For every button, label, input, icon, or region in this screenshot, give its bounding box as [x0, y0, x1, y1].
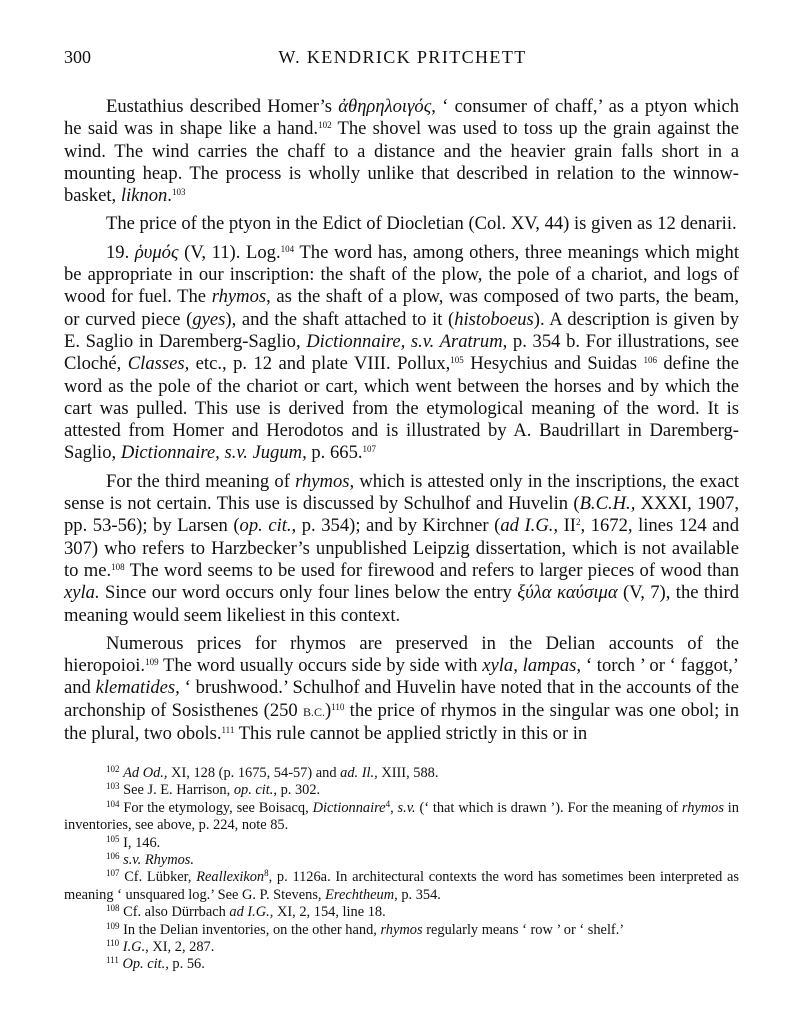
text-run: XI, 2, 287. — [148, 939, 215, 956]
italic-text: Dictionnaire, s.v. Jugum, — [120, 442, 307, 464]
footnote — [64, 922, 739, 939]
footnote-ref: 2 — [576, 517, 581, 528]
text-run: This rule cannot be applied strictly in this or in — [234, 723, 588, 745]
running-head: W. KENDRICK PRITCHETT — [278, 47, 527, 67]
text-run: ‘ torch ’ or ‘ faggot,’ and — [64, 655, 739, 699]
italic-text: histoboeus — [454, 308, 534, 330]
text-run: define the word as the pole of the chariot or cart, which went between the horses and by which the cart was pulled. This use is derived from the etymological meaning of the word. It is attested from Homer and Herodotos and is illustrated by A. Baudrillart in Daremberg-Saglio, — [64, 353, 739, 464]
text-run: regularly means ‘ row ’ or ‘ shelf.’ — [422, 921, 625, 938]
text-run: See J. E. Harrison, — [119, 782, 234, 799]
footnote-ref: 106 — [106, 851, 120, 862]
footnote — [64, 956, 739, 973]
text-run: p. 665. — [306, 442, 363, 464]
italic-text: rhymos — [211, 286, 267, 308]
text-run: For the etymology, see Boisacq, — [119, 799, 313, 816]
text-run: The price of the ptyon in the Edict of Diocletian (Col. XV, 44) is given as 12 denarii. — [106, 213, 737, 235]
text-run: (‘ that which is drawn ’). For the meaning of — [415, 799, 682, 816]
text-run: ), and the shaft attached to it ( — [225, 308, 455, 330]
text-run: , — [390, 799, 398, 816]
footnote-ref: 110 — [106, 938, 120, 949]
paragraph — [64, 242, 739, 465]
text-run: The word usually occurs side by side with — [158, 655, 483, 677]
footnote-ref: 105 — [450, 355, 464, 366]
footnote-ref: 103 — [106, 781, 120, 792]
text-run: XI, 128 (p. 1675, 54-57) and — [167, 765, 341, 781]
text-run: ). A description is given by E. Saglio in Daremberg-Saglio, — [64, 308, 740, 352]
text-run: , as the shaft of a plow, was composed of two parts, the beam, or curved piece ( — [64, 286, 739, 330]
body-text — [64, 96, 739, 745]
italic-text: rhymos — [380, 921, 423, 938]
text-run: p. 354 b. For illustrations, see Cloché, — [64, 330, 739, 375]
text-run: p. 354); and by Kirchner ( — [296, 515, 501, 537]
text-run: , ‘ consumer of chaff,’ as a ptyon which he said was in shape like a hand. — [64, 96, 739, 140]
italic-text: ξύλα καύσιμα — [517, 582, 618, 604]
italic-text: ad I.G., — [500, 515, 559, 537]
text-run: I, 146. — [119, 834, 161, 851]
italic-text: xyla. — [64, 582, 100, 604]
text-run: The word seems to be used for firewood and refers to larger pieces of wood than — [124, 559, 739, 581]
text-run: ) — [325, 699, 332, 721]
text-run: Cf. also Dürrbach — [119, 904, 230, 921]
footnote-ref: 104 — [106, 798, 120, 809]
footnote-ref: 105 — [106, 833, 120, 844]
italic-text: Ad Od., — [123, 765, 168, 781]
footnote-ref: 107 — [106, 868, 120, 879]
footnote — [64, 765, 739, 782]
text-run: ‘ brushwood.’ Schulhof and Huvelin have noted that in the accounts of the archonship of Sosisthenes (250 — [64, 677, 739, 721]
text-run: XXXI, 1907, pp. 53-56); by Larsen ( — [64, 493, 739, 537]
footnote-ref: 111 — [221, 725, 235, 736]
text-run: Cf. Lübker, — [119, 869, 197, 886]
text-run: For the third meaning of — [106, 470, 296, 492]
text-run: XIII, 588. — [377, 765, 439, 781]
footnote-ref: 103 — [171, 187, 186, 198]
text-run: The word has, among others, three meanings which might be appropriate in our inscription: the shaft of the plow, the pole of a chariot, and logs of wood for fuel. The — [64, 241, 739, 308]
footnote-ref: 109 — [145, 657, 159, 668]
footnote — [64, 835, 739, 852]
text-run: in inventories, see above, p. 224, note 85. — [64, 799, 739, 834]
text-run: , p. 1126a. In architectural contexts the word has sometimes been interpreted as meaning ‘ unsquared log.’ See G. P. Stevens, — [64, 869, 740, 903]
footnote-ref: 111 — [106, 955, 119, 966]
footnote-ref: 104 — [280, 243, 295, 254]
text-run: XI, 2, 154, line 18. — [273, 904, 386, 921]
text-run: (V, 7), the third meaning would seem likeliest in this context. — [64, 582, 740, 626]
italic-text: s.v. Rhymos. — [123, 852, 194, 869]
footnote-ref: 108 — [111, 561, 125, 572]
text-run: Eustathius described Homer’s — [106, 96, 339, 117]
paragraph — [64, 633, 739, 745]
italic-text: liknon — [120, 185, 168, 207]
italic-text: rhymos — [681, 799, 724, 816]
page-number: 300 — [64, 47, 91, 67]
text-run: In the Delian inventories, on the other hand, — [119, 921, 381, 938]
footnote-ref: 102 — [106, 764, 120, 774]
italic-text: Dictionnaire — [312, 799, 386, 816]
text-run: p. 302. — [276, 782, 321, 799]
footnote — [64, 869, 739, 904]
footnote — [64, 800, 739, 835]
italic-text: Dictionnaire, s.v. Aratrum, — [306, 330, 508, 352]
footnote — [64, 939, 739, 956]
text-run: 19. — [106, 241, 135, 263]
italic-text: Classes, — [127, 353, 190, 375]
text-run: , 1672, lines 124 and 307) who refers to Harzbecker’s unpublished Leipzig dissertation, which is not available to me. — [64, 515, 740, 581]
footnote-ref: 106 — [643, 355, 657, 366]
footnote-ref: 102 — [318, 120, 332, 131]
italic-text: gyes — [192, 308, 226, 330]
text-run: II — [558, 515, 576, 537]
italic-text: Erechtheum, — [325, 886, 398, 903]
italic-text: Reallexikon — [196, 869, 265, 886]
italic-text: rhymos, — [295, 470, 355, 492]
italic-text: ἀθηρηλοιγός — [338, 96, 432, 117]
italic-text: ad I.G., — [229, 904, 274, 921]
footnote-ref: 107 — [362, 444, 377, 455]
footnote-ref: 8 — [264, 868, 269, 879]
text-run: p. 56. — [168, 956, 205, 973]
italic-text: xyla, lampas, — [482, 655, 582, 677]
text-run: The shovel was used to toss up the grain against the wind. The wind carries the chaff to a distance and the heavier grain falls short in a mounting heap. The process is wholly unlike that described in relation to the winnow-basket, — [64, 118, 739, 207]
italic-text: I.G., — [122, 939, 149, 956]
text-run: the price of rhymos in the singular was one obol; in the plural, two obols. — [64, 699, 739, 745]
italic-text: s.v. — [397, 799, 416, 816]
italic-text: ῥυμός — [134, 241, 179, 263]
paragraph — [64, 96, 739, 207]
footnotes — [64, 765, 739, 974]
text-run: . — [167, 185, 172, 207]
italic-text: ad. Il., — [340, 765, 378, 781]
paragraph — [64, 213, 739, 235]
text-run: p. 354. — [397, 886, 441, 903]
page-header — [64, 47, 741, 71]
footnote — [64, 852, 739, 869]
italic-text: B.C.H., — [579, 493, 636, 515]
italic-text: op. cit., — [239, 515, 297, 537]
footnote-ref: 109 — [106, 920, 120, 931]
footnote — [64, 782, 739, 799]
paragraph — [64, 471, 739, 627]
footnote-ref: 108 — [106, 903, 120, 914]
text-run: which is attested only in the inscriptions, the exact sense is not certain. This use is discussed by Schulhof and Huvelin ( — [64, 470, 740, 515]
text-run: Since our word occurs only four lines below the entry — [99, 582, 518, 604]
footnote-ref: 4 — [385, 798, 391, 809]
italic-text: klematides, — [95, 677, 180, 699]
small-caps-text: B.C. — [303, 704, 326, 719]
footnote-ref: 110 — [331, 701, 345, 712]
footnote — [64, 904, 739, 921]
italic-text: op. cit., — [233, 782, 277, 799]
text-run: etc., p. 12 and plate VIII. Pollux, — [189, 353, 451, 375]
text-run: Hesychius and Suidas — [463, 353, 644, 375]
text-run: (V, 11). Log. — [178, 241, 281, 263]
text-run: Numerous prices for rhymos are preserved in the Delian accounts of the hieropoioi. — [64, 632, 739, 677]
italic-text: Op. cit., — [122, 956, 169, 973]
